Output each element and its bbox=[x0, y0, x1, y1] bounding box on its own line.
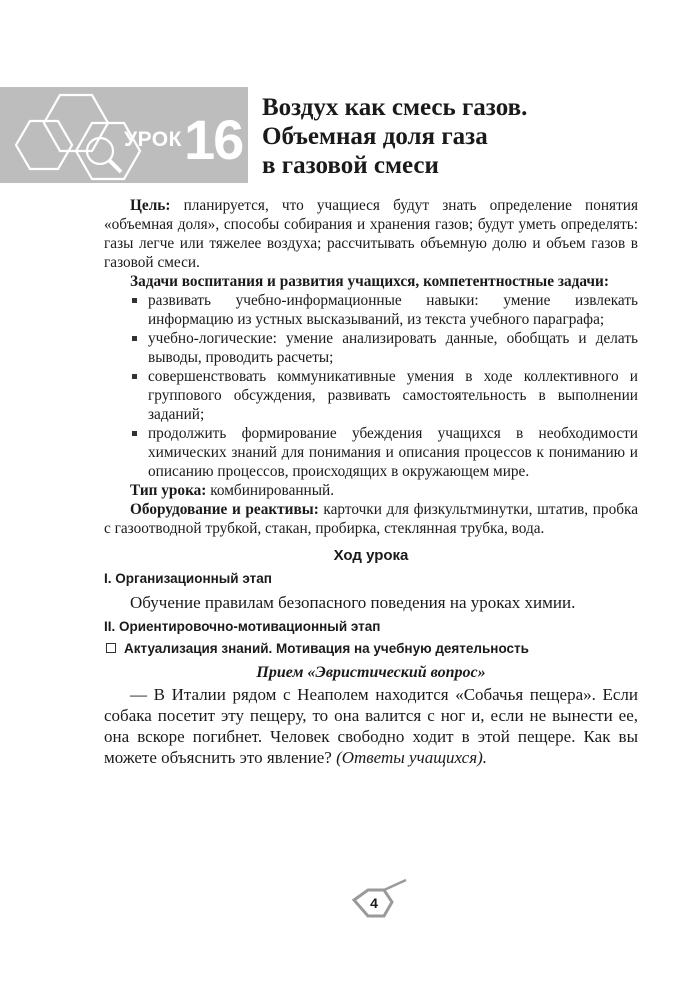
page-title bbox=[262, 93, 662, 180]
list-item: продолжить формирование убеждения учащихся в необходимости химических знаний для понимания и описания процессов к пониманию и описанию процессов, происходящих в окружающем мире. bbox=[130, 424, 638, 481]
lesson-type: Тип урока: комбинированный. bbox=[130, 482, 335, 499]
title-line-3: в газовой смеси bbox=[262, 152, 439, 179]
lesson-label: УРОК bbox=[124, 128, 182, 151]
stage-1-title: I. Организационный этап bbox=[104, 571, 272, 586]
list-item: развивать учебно-информационные навыки: умение извлекать информацию из устных высказываний, из текста учебного параграфа; bbox=[130, 291, 638, 329]
list-item: учебно-логические: умение анализировать данные, обобщать и делать выводы, проводить расчеты; bbox=[130, 329, 638, 367]
lesson-number: 16 bbox=[184, 108, 243, 171]
dialogue-paragraph: — В Италии рядом с Неаполем находится «Собачья пещера». Если собака посетит эту пещеру, то она валится с ног и, если не вынести ее, она вскоре погибнет. Человек свободно ходит в этой пещере. Как вы можете объяснить это явление? (Ответы учащихся). bbox=[104, 685, 638, 767]
page-number: 4 bbox=[370, 895, 378, 911]
list-item: совершенствовать коммуникативные умения в ходе коллективного и группового обсуждения, развивать самостоятельность в выполнении заданий; bbox=[130, 367, 638, 424]
stage-1-text: Обучение правилам безопасного поведения на уроках химии. bbox=[130, 593, 576, 612]
goal-label: Цель: bbox=[130, 197, 171, 214]
checkbox-square-icon bbox=[106, 643, 116, 653]
title-line-2: Объемная доля газа bbox=[262, 123, 488, 150]
goal-text: планируется, что учащиеся будут знать определение понятия «объемная доля», способы собирания и хранения газов; будут уметь определять: газы легче или тяжелее воздуха; рассчитывать объемную долю и объем газов в газовой смеси. bbox=[104, 197, 638, 271]
lesson-content bbox=[104, 196, 638, 768]
actualization-heading: Актуализация знаний. Мотивация на учебную деятельность bbox=[104, 640, 638, 657]
title-line-1: Воздух как смесь газов. bbox=[262, 94, 528, 121]
method-title: Прием «Эвристический вопрос» bbox=[256, 664, 486, 681]
course-heading: Ход урока bbox=[333, 547, 409, 564]
dialogue-answer: (Ответы учащихся). bbox=[336, 748, 488, 767]
goal-paragraph bbox=[104, 196, 638, 272]
tasks-heading: Задачи воспитания и развития учащихся, компетентностные задачи: bbox=[130, 273, 609, 290]
equipment: Оборудование и реактивы: карточки для физкультминутки, штатив, пробка с газоотводной трубкой, стакан, пробирка, стеклянная трубка, вода. bbox=[104, 501, 638, 537]
tasks-list bbox=[104, 291, 638, 481]
stage-2-title: II. Ориентировочно-мотивационный этап bbox=[104, 619, 381, 634]
